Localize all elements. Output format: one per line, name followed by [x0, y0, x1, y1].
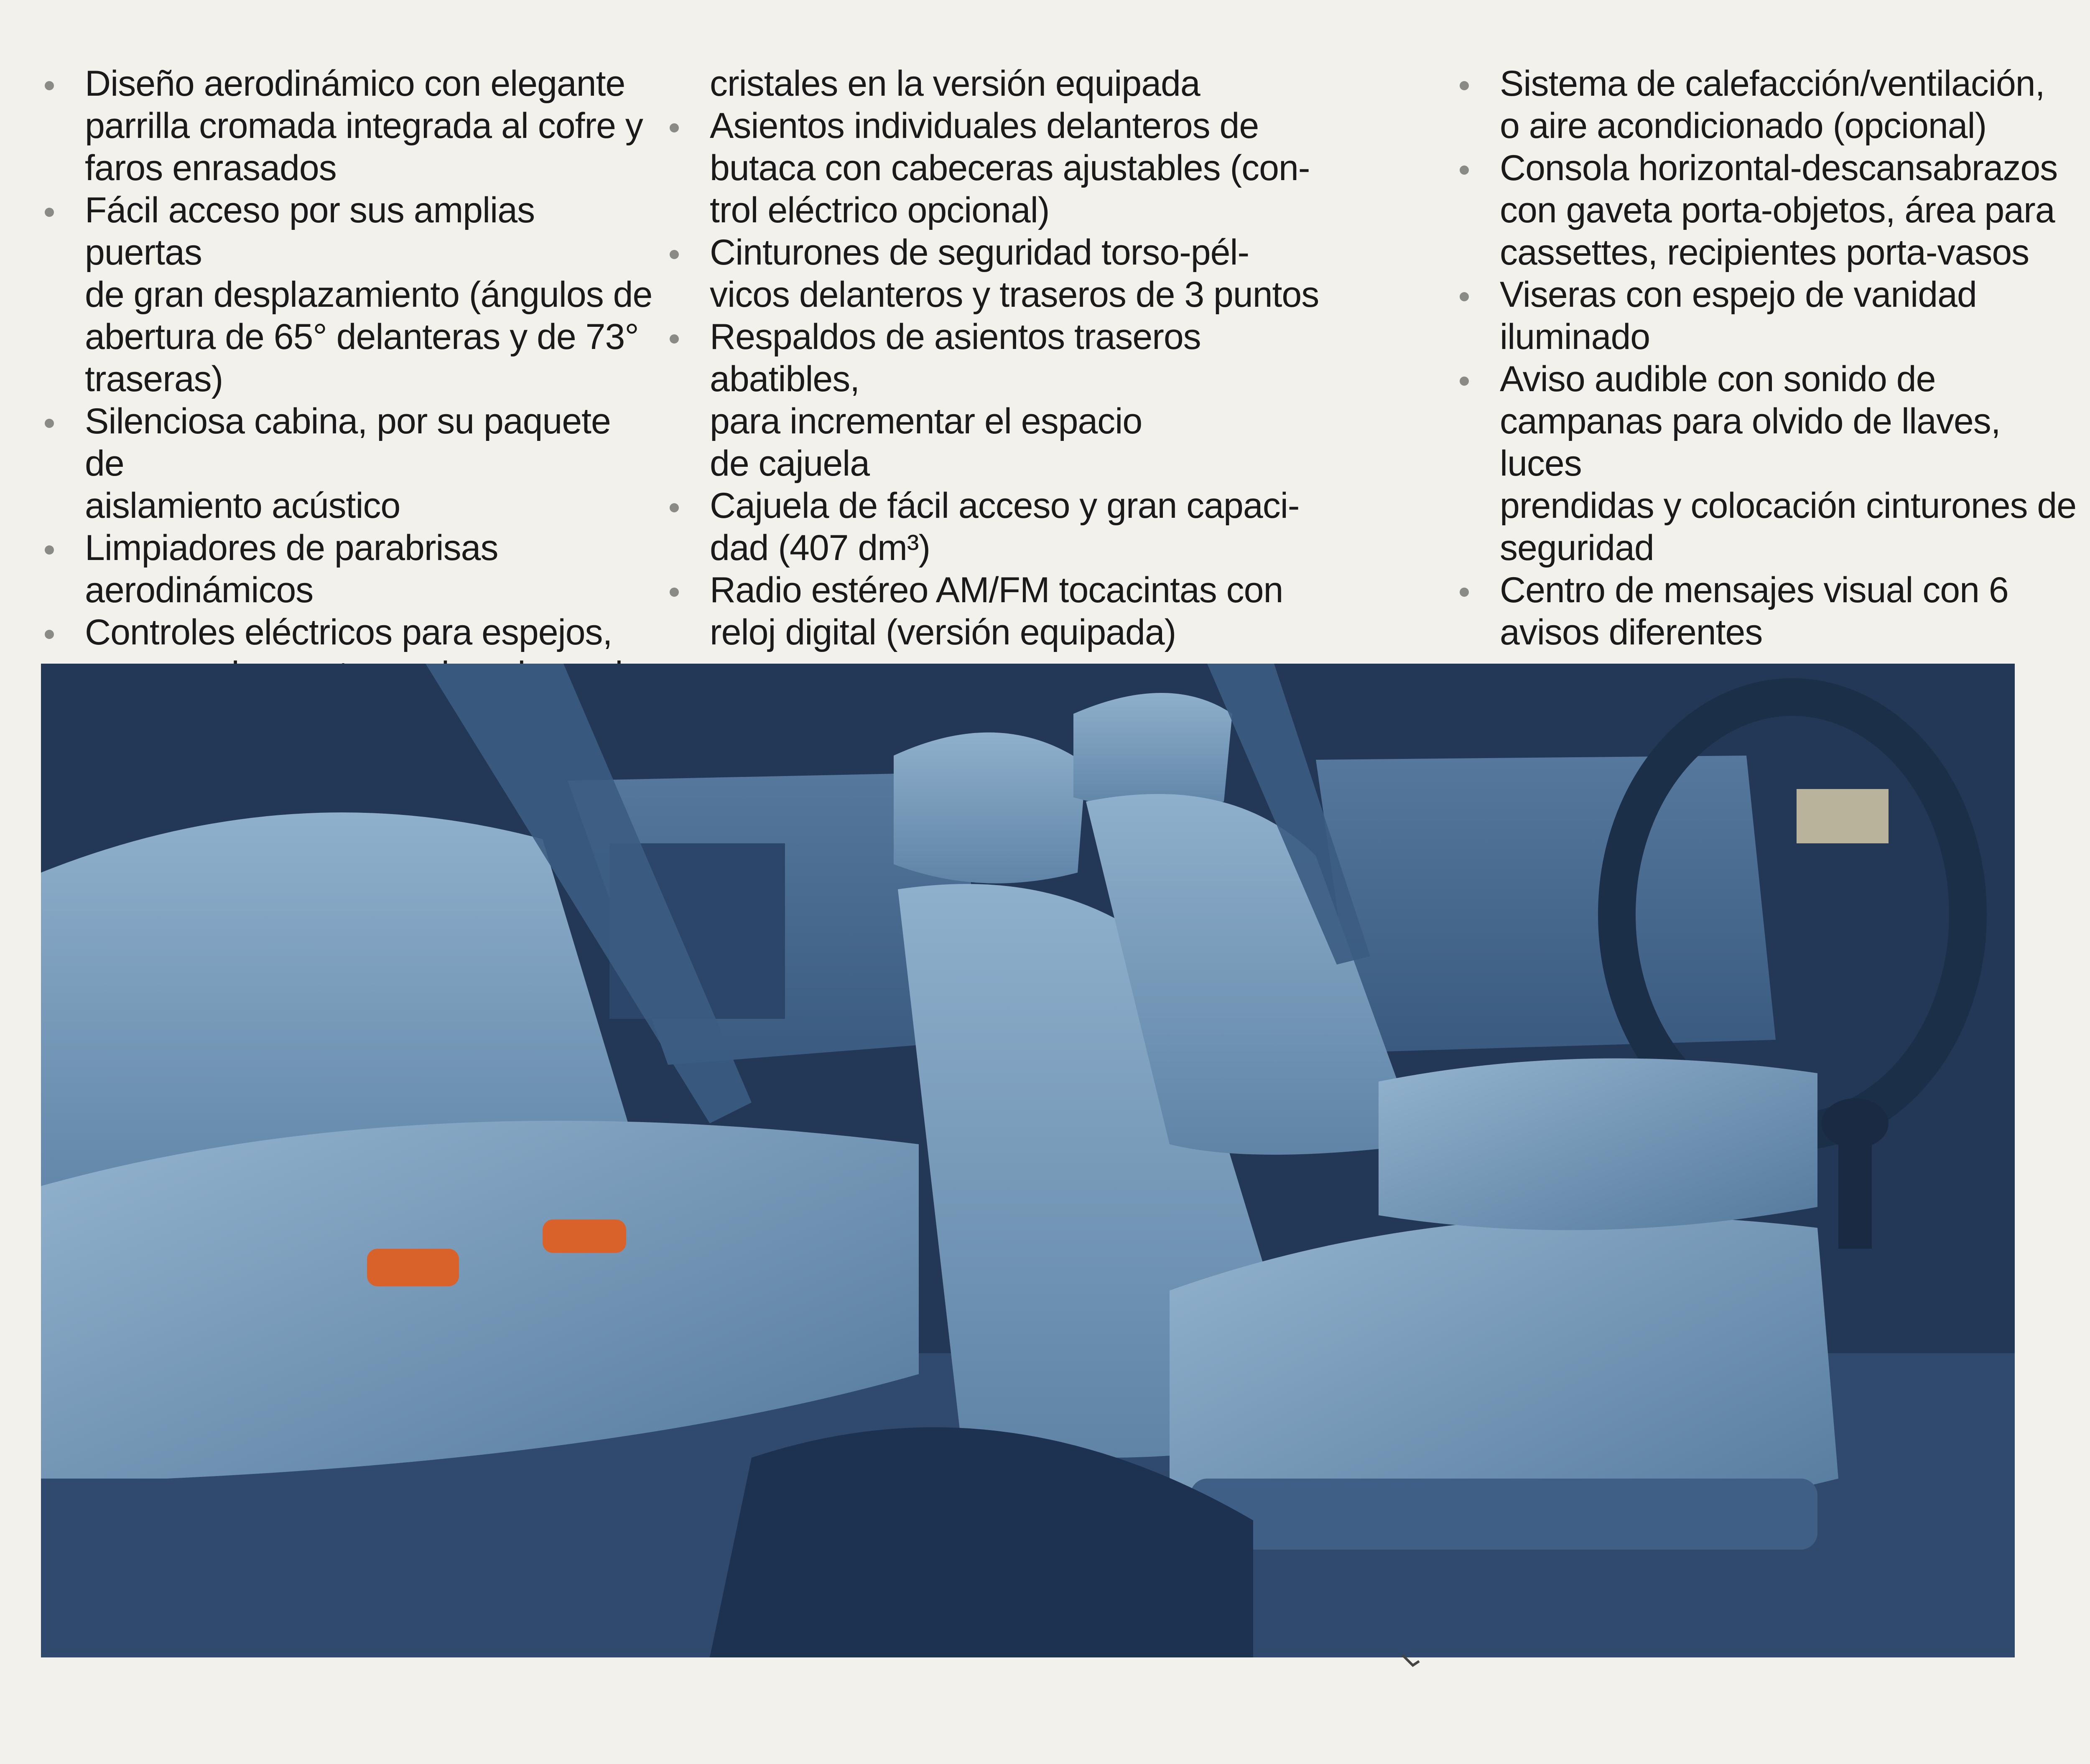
car-interior-photo: [41, 664, 2015, 1657]
feature-text-line: con gaveta porta-objetos, área para: [1500, 190, 2055, 230]
feature-bullet-item: [40, 400, 654, 527]
feature-text-line: cassettes, recipientes porta-vasos: [1500, 232, 2029, 272]
feature-text-line: abertura de 65° delanteras y de 73°: [85, 317, 639, 357]
feature-bullet-item: [1455, 569, 2082, 654]
feature-text-line: Viseras con espejo de vanidad: [1500, 275, 1977, 315]
feature-bullet-item: [40, 63, 654, 189]
features-column-left: [40, 63, 654, 696]
feature-text-line: parrilla cromada integrada al cofre y: [85, 106, 643, 146]
feature-text-line: campanas para olvido de llaves, luces: [1500, 401, 2001, 484]
features-column-middle: [665, 63, 1333, 654]
feature-text-line: aerodinámicos: [85, 570, 314, 610]
feature-text-line: prendidas y colocación cinturones de: [1500, 486, 2077, 526]
feature-text-line: Controles eléctricos para espejos,: [85, 612, 612, 652]
feature-bullet-item: [1455, 63, 2082, 147]
feature-bullet-item: [665, 232, 1333, 316]
feature-text-line: de cajuela: [710, 443, 870, 484]
feature-bullet-item: [40, 189, 654, 400]
feature-text-line: Centro de mensajes visual con 6: [1500, 570, 2008, 610]
feature-text-line: Asientos individuales delanteros de: [710, 106, 1259, 146]
feature-text-line: Consola horizontal-descansabrazos: [1500, 148, 2058, 188]
print-mark: [1400, 1651, 1425, 1676]
feature-bullet-item: [1455, 274, 2082, 358]
feature-text-line: Cinturones de seguridad torso-pél-: [710, 232, 1249, 272]
feature-text-line: Silenciosa cabina, por su paquete de: [85, 401, 611, 484]
feature-bullet-item: [40, 527, 654, 611]
feature-text-line: de gran desplazamiento (ángulos de: [85, 275, 652, 315]
feature-text-line: reloj digital (versión equipada): [710, 612, 1176, 652]
feature-bullet-item: [665, 485, 1333, 569]
feature-text-line: butaca con cabeceras ajustables (con-: [710, 148, 1310, 188]
feature-bullet-item: [1455, 358, 2082, 569]
feature-bullet-item: [665, 105, 1333, 232]
feature-text-line: Aviso audible con sonido de: [1500, 359, 1936, 399]
feature-text-line: seguridad: [1500, 528, 1654, 568]
feature-text-line: trol eléctrico opcional): [710, 190, 1050, 230]
features-column-right: [1455, 63, 2082, 654]
feature-bullet-item: [665, 569, 1333, 654]
feature-text-line: para incrementar el espacio: [710, 401, 1142, 441]
feature-text-line: vicos delanteros y traseros de 3 puntos: [710, 275, 1319, 315]
feature-bullet-item: [1455, 147, 2082, 274]
feature-continuation: [665, 63, 1333, 105]
feature-text-line: dad (407 dm³): [710, 528, 930, 568]
feature-text-line: Limpiadores de parabrisas: [85, 528, 498, 568]
feature-text-line: Sistema de calefacción/ventilación,: [1500, 64, 2045, 104]
feature-text-line: Cajuela de fácil acceso y gran capaci-: [710, 486, 1300, 526]
feature-text-line: avisos diferentes: [1500, 612, 1763, 652]
feature-text-line: Radio estéreo AM/FM tocacintas con: [710, 570, 1283, 610]
feature-text-line: traseras): [85, 359, 223, 399]
feature-bullet-item: [665, 316, 1333, 485]
feature-text-line: o aire acondicionado (opcional): [1500, 106, 1987, 146]
feature-text-line: Fácil acceso por sus amplias puertas: [85, 190, 535, 272]
feature-text-line: faros enrasados: [85, 148, 336, 188]
feature-text-line: Respaldos de asientos traseros abatibles,: [710, 317, 1201, 399]
feature-text-line: cristales en la versión equipada: [710, 64, 1200, 104]
feature-text-line: Diseño aerodinámico con elegante: [85, 64, 625, 104]
feature-text-line: aislamiento acústico: [85, 486, 400, 526]
feature-text-line: iluminado: [1500, 317, 1650, 357]
